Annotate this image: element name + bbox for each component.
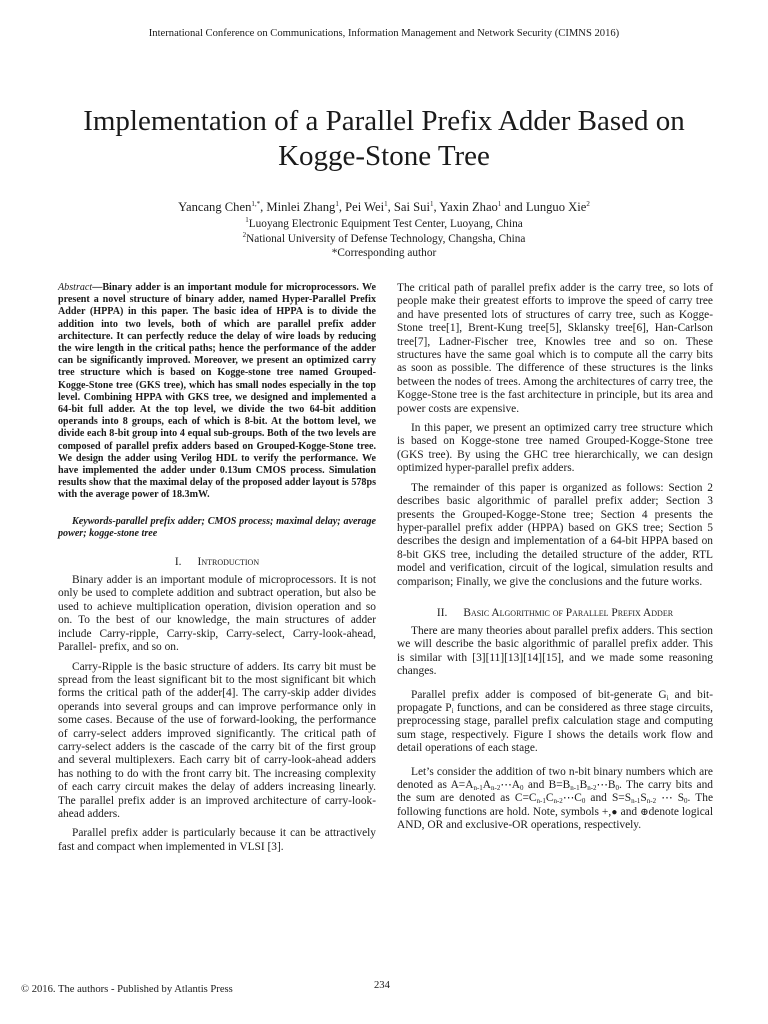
author-separator: , (260, 200, 267, 214)
xor-symbol-icon: ⊕ (640, 806, 649, 818)
subscript: n-1 (473, 784, 483, 792)
subscript: n-1 (631, 797, 641, 806)
paragraph: Carry-Ripple is the basic structure of adders. Its carry bit must be spread from the least significant bit to the most significant bit which forms the critical path of the adder[4]. The carry-skip adder divides operands into several groups and can improve performance only in some cases. Because of the use of forward-looking, the performance of carry-select adders improved significantly. The critical path of carry-select adders is the cascade of the carry bit of the first group and several multiplexers. Each carry bit of carry-look-ahead adders has nothing to do with the front carry bit. The increasing complexity of each carry circuit makes the delay of adders increasing linearly. The parallel prefix adder is an improved architecture of carry-look-ahead adders. (58, 660, 376, 820)
page-number: 234 (374, 980, 390, 991)
paragraph: The remainder of this paper is organized as follows: Section 2 describes basic algorithmic of parallel prefix adder; Section 3 presents the Grouped-Kogge-Stone tree; Section 4 presents the hyper-parallel prefix adder (HPPA) based on GKS tree; Section 5 describes the design and implementation of a 64-bit HPPA based on 8-bit GKS tree, including the detailed structure of the adder, RTL model and verification, circuit of the logical, simulation results and comparison; Finally, we give the conclusions and the future works. (397, 481, 713, 588)
paragraph (397, 766, 713, 833)
author-list (0, 200, 768, 215)
author-mark: 1 (429, 200, 434, 208)
text: C (545, 792, 554, 805)
author-mark: 1 (335, 200, 339, 208)
and-symbol-icon: ● (611, 806, 618, 818)
section-number: I. (174, 556, 182, 569)
author: Yancang Chen (178, 200, 252, 214)
author-mark: 1 (497, 200, 502, 208)
author-mark: 1,* (251, 200, 261, 208)
affiliation-mark: 1 (245, 216, 249, 224)
abstract-label: Abstract (58, 282, 93, 293)
paragraph (397, 689, 713, 756)
author: Pei Wei (345, 200, 385, 214)
text: denote logical AND, OR and exclusive-OR operations, respectively. (397, 805, 713, 832)
abstract-dash: — (92, 282, 103, 293)
text: B (579, 779, 588, 791)
subscript: 0 (615, 784, 620, 792)
affiliation-text: National University of Defense Technology, Changsha, China (246, 233, 526, 245)
affiliation-2 (0, 232, 768, 246)
text: . The following functions are hold. Note, symbols +, (397, 792, 714, 818)
title-line-1: Implementation of a Parallel Prefix Adder Based on (83, 105, 685, 137)
affiliation-mark: 2 (242, 231, 247, 239)
text: ⋯B (596, 779, 616, 791)
text: ⋯A (500, 779, 520, 791)
paper-title (40, 104, 728, 174)
author: Yaxin Zhao (439, 200, 498, 214)
subscript: 0 (581, 797, 586, 806)
text: and (617, 805, 641, 818)
text: . The carry bits and the sum are denoted as C=C (397, 779, 713, 805)
author-mark: 2 (586, 200, 590, 208)
copyright-footer: © 2016. The authors - Published by Atlantis Press (21, 984, 233, 995)
section-heading (397, 607, 713, 619)
text: functions, and can be considered as three stage circuits, preprocessing stage, parallel prefix calculation stage and computing sum stage, respectively. Figure I shows the details work flow and detail operations of each stage. (397, 701, 713, 755)
keywords: Keywords-parallel prefix adder; CMOS process; maximal delay; average power; kogge-stone tree (58, 515, 376, 539)
text: and bit-propagate P (397, 688, 713, 714)
affiliation-1 (0, 217, 768, 231)
author: Lunguo Xie (525, 200, 587, 214)
subscript: n-2 (491, 784, 501, 792)
conference-header: International Conference on Communications, Information Management and Network Security (CIMNS 2016) (148, 28, 620, 39)
section-title: Introduction (197, 556, 260, 569)
text: and S=S (585, 792, 632, 805)
paragraph: The critical path of parallel prefix adder is the carry tree, so lots of people make their greatest efforts to improve the speed of carry tree and have presented lots of structures of carry tree, such as Kogge-Stone tree[1], Brent-Kung tree[5], Sklansky tree[6], Han-Carlson tree[7], Ladner-Fischer tree, Knowles tree and so on. These structures have the same goal which is to compute all the carry bits as soon as possible. The difference of these structures is the links between the nodes of trees. Among the architectures of carry tree, the Kogge-Stone tree is the fast architecture in principle, but its area and power costs are expensive. (397, 282, 713, 415)
paragraph: There are many theories about parallel prefix adders. This section we will describe the basic algorithmic of parallel prefix adder. This is similar with [3][11][13][14][15], and we made some reasoning changes. (397, 624, 713, 678)
text: Let’s consider the addition of two n-bit binary numbers which are denoted as A=A (397, 765, 713, 791)
author: Minlei Zhang (266, 200, 336, 214)
subscript: 0 (520, 784, 524, 792)
abstract-text: Binary adder is an important module for microprocessors. We present a novel structure of binary adder, named Hyper-Parallel Prefix Adder (HPPA) in this paper. The basic idea of HPPA is to divide the addition into two levels, both of which are parallel prefix adder architecture. It can perfectly reduce the delay of wire loads by reducing the wire length in the critical paths; hence the performance of the adder can be significantly improved. Moreover, we present an optimized carry tree structure which is based on Kogge-stone tree named Grouped-Kogge-Stone tree (GKS tree), which has small nodes especially in the top level. Combining HPPA with GKS tree, we designed and implemented a 64-bit full adder. At the top level, we divide the two 64-bit addition operands into 8 groups, each of which is 8-bit. At the bottom level, we divide each 8-bit group into 4 equal sub-groups. Both of the two levels are composed of parallel prefix adders based on Grouped-Kogge-Stone tree. We design the adder using Verilog HDL to verify the performance. We have implemented the adder under 0.13um CMOS process. Simulation results show that the maximal delay of the proposed adder layout is 578ps with the average power of 18.3mW. (58, 282, 376, 501)
text: Parallel prefix adder is composed of bit-generate G (411, 688, 667, 701)
paragraph: In this paper, we present an optimized carry tree structure which is based on Kogge-stone tree named Grouped-Kogge-Stone tree (GKS tree). By using the GHC tree hierarchically, we can design optimized hyper-parallel prefix adders. (397, 422, 713, 475)
left-column (58, 282, 376, 854)
text: A (482, 779, 492, 791)
subscript: n-1 (536, 797, 546, 806)
paragraph: Parallel prefix adder is particularly because it can be attractively fast and compact when implemented in VLSI [3]. (58, 827, 376, 853)
author-mark: 1 (384, 200, 388, 208)
text: and B=B (523, 779, 571, 791)
section-title: Basic Algorithmic of Parallel Prefix Adder (463, 606, 674, 619)
section-heading (58, 556, 376, 568)
subscript: i (666, 693, 669, 702)
abstract (58, 282, 376, 502)
subscript: n-2 (553, 797, 563, 806)
right-column (397, 282, 713, 833)
subscript: n-2 (587, 784, 597, 792)
affiliation-text: Luoyang Electronic Equipment Test Center, Luoyang, China (248, 218, 523, 230)
subscript: n-1 (570, 784, 580, 792)
section-number: II. (436, 606, 448, 619)
paragraph: Binary adder is an important module of microprocessors. It is not only be used to complete addition and subtract operation, but also be used to achieve multiplication operation, division operation and so on. To the best of our knowledge, the main structures of adder include Carry-ripple, Carry-skip, Carry-select, Carry-look-ahead, Parallel- prefix, and so on. (58, 574, 376, 654)
subscript: 0 (684, 797, 688, 806)
author: Sai Sui (393, 200, 430, 214)
text: ⋯ S (656, 792, 685, 805)
author-separator: , (433, 200, 440, 214)
author-separator: and (501, 200, 526, 214)
subscript: n-2 (646, 797, 657, 806)
corresponding-author-note: *Corresponding author (331, 247, 437, 259)
text: S (640, 792, 647, 805)
author-separator: , (387, 200, 394, 214)
author-separator: , (338, 200, 346, 214)
title-line-2: Kogge-Stone Tree (278, 140, 490, 172)
text: ⋯C (562, 792, 582, 805)
subscript: i (451, 706, 454, 715)
